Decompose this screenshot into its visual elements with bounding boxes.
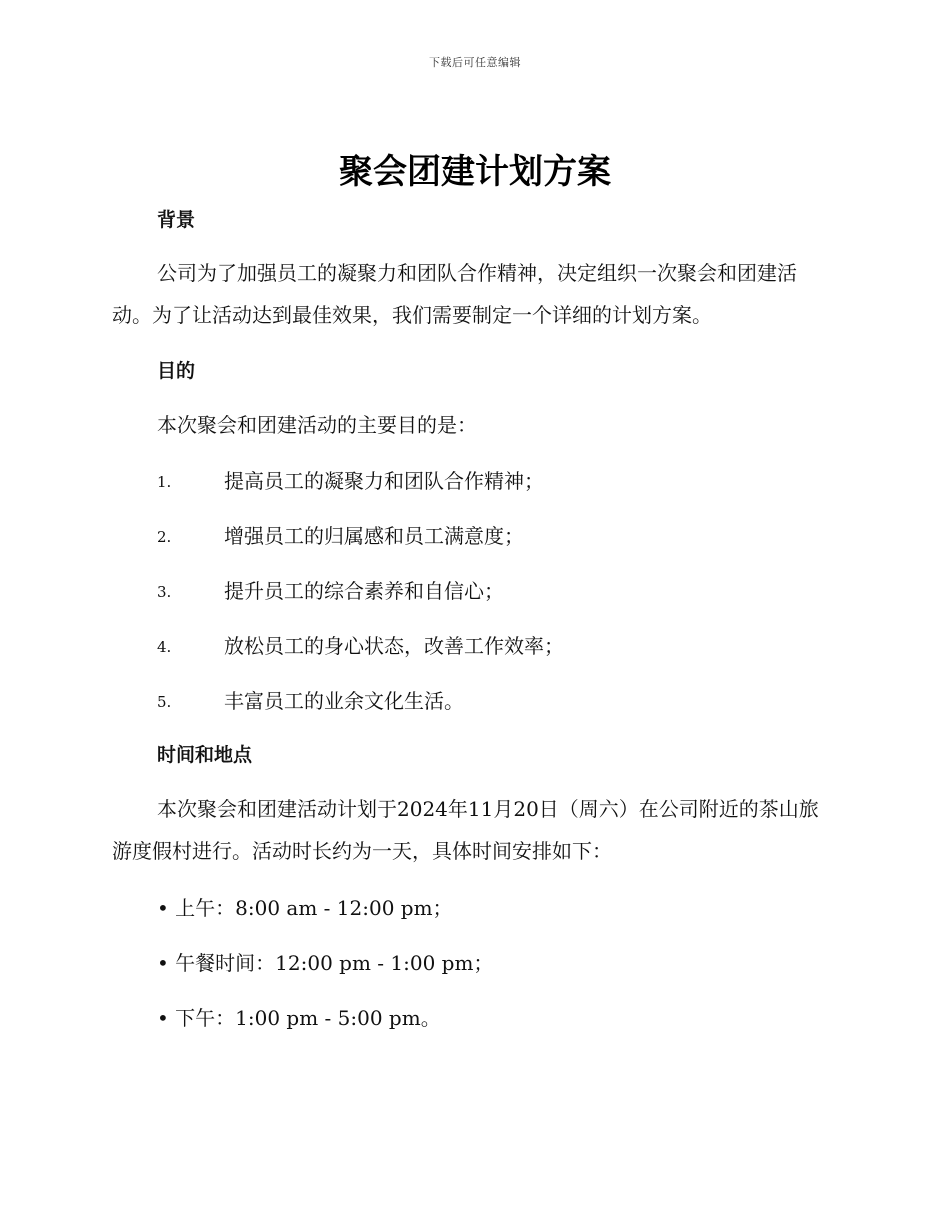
schedule-item: • 午餐时间：12:00 pm - 1:00 pm； xyxy=(157,951,494,975)
section-heading-background: 背景 xyxy=(157,209,196,231)
schedule-item: • 上午：8:00 am - 12:00 pm； xyxy=(157,896,453,920)
background-paragraph: 公司为了加强员工的凝聚力和团队合作精神，决定组织一次聚会和团建活动。为了让活动达到最佳效果，我们需要制定一个详细的计划方案。 xyxy=(112,261,797,327)
header-note: 下载后可任意编辑 xyxy=(429,56,521,69)
schedule-item: • 下午：1:00 pm - 5:00 pm。 xyxy=(157,1006,441,1030)
list-text: 丰富员工的业余文化生活。 xyxy=(224,689,464,713)
list-number: 4. xyxy=(157,638,172,656)
purpose-intro: 本次聚会和团建活动的主要目的是： xyxy=(157,413,477,437)
list-text: 提高员工的凝聚力和团队合作精神； xyxy=(224,469,544,493)
list-text: 放松员工的身心状态，改善工作效率； xyxy=(224,634,564,658)
list-number: 2. xyxy=(157,528,172,546)
document-title: 聚会团建计划方案 xyxy=(339,152,611,192)
list-number: 5. xyxy=(157,693,172,711)
list-number: 3. xyxy=(157,583,172,601)
list-text: 提升员工的综合素养和自信心； xyxy=(224,579,504,603)
list-number: 1. xyxy=(157,473,172,491)
time-place-paragraph: 本次聚会和团建活动计划于2024年11月20日（周六）在公司附近的茶山旅游度假村进行。活动时长约为一天，具体时间安排如下： xyxy=(112,797,819,863)
section-heading-purpose: 目的 xyxy=(157,360,196,382)
list-text: 增强员工的归属感和员工满意度； xyxy=(224,524,524,548)
section-heading-time-place: 时间和地点 xyxy=(157,744,253,766)
